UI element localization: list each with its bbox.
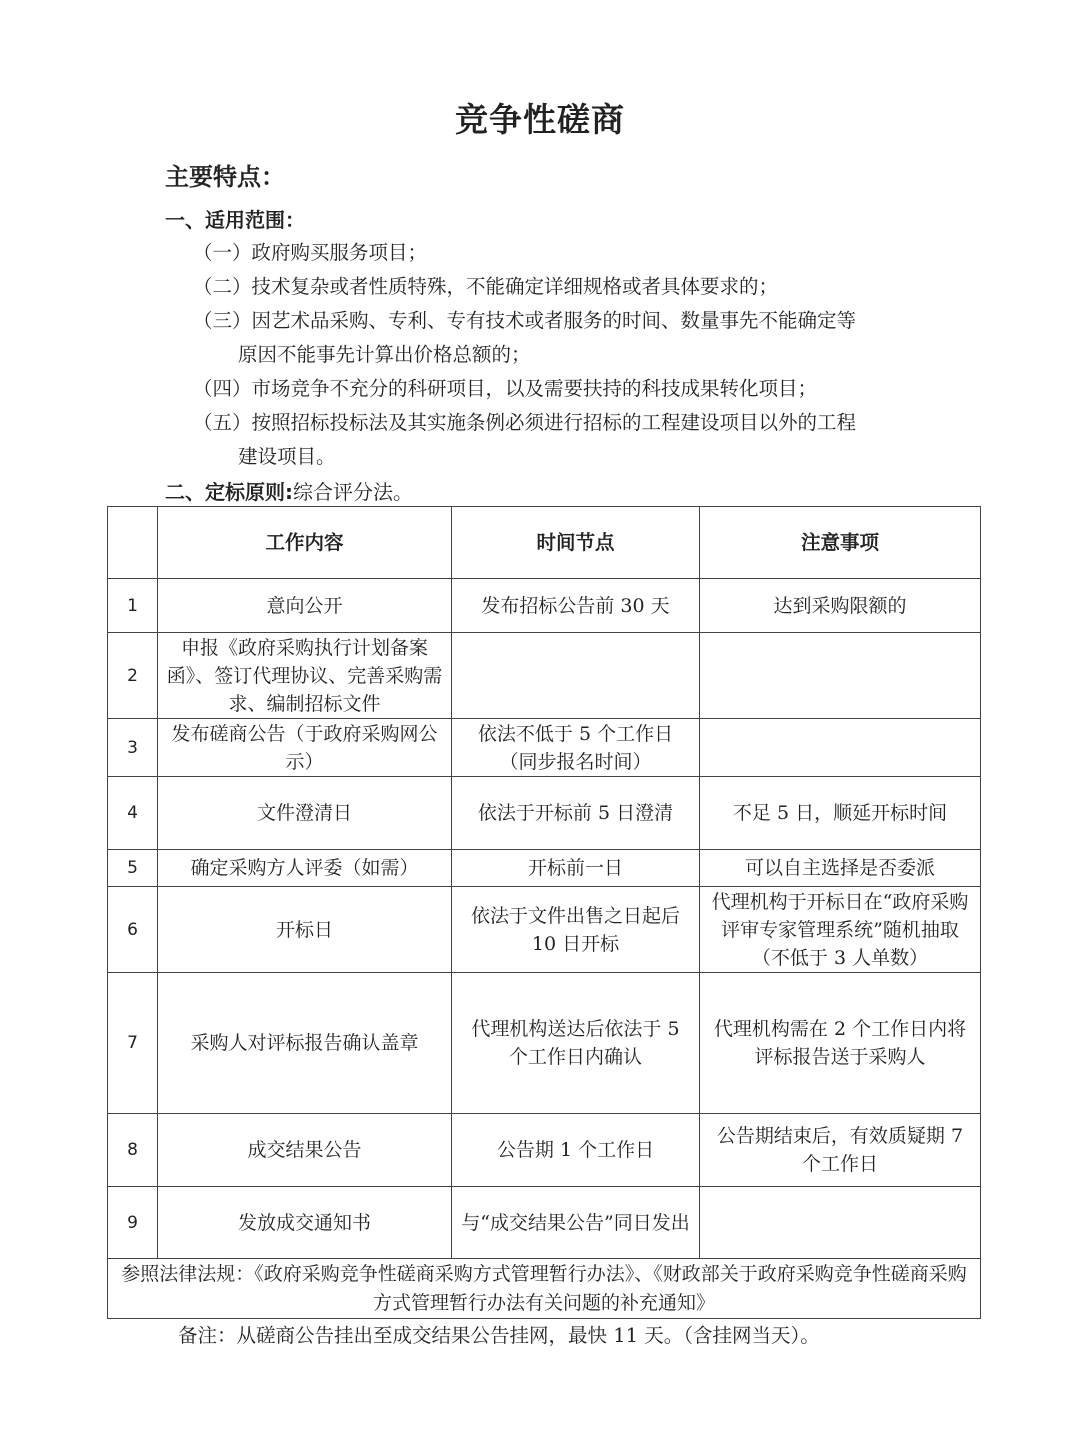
note-cell: 代理机构需在 2 个工作日内将评标报告送于采购人: [700, 973, 981, 1114]
table-row: [108, 850, 981, 887]
scope-list: [193, 236, 933, 474]
header-cell: [108, 507, 158, 579]
row-number: 6: [108, 887, 158, 973]
section1-title: 一、适用范围：: [165, 208, 305, 232]
row-number: 3: [108, 719, 158, 777]
time-cell: 代理机构送达后依法于 5 个工作日内确认: [452, 973, 700, 1114]
reference-cell: 参照法律法规：《政府采购竞争性磋商采购方式管理暂行办法》、《财政部关于政府采购竞争性磋商采购方式管理暂行办法有关问题的补充通知》: [108, 1259, 981, 1319]
header-cell: 工作内容: [158, 507, 452, 579]
row-number: 2: [108, 633, 158, 719]
row-number: 1: [108, 579, 158, 633]
reference-row: [108, 1259, 981, 1319]
row-number: 4: [108, 777, 158, 850]
scope-item-text: （三）因艺术品采购、专利、专有技术或者服务的时间、数量事先不能确定等: [193, 309, 857, 332]
table-row: [108, 1187, 981, 1259]
time-cell: 依法不低于 5 个工作日（同步报名时间）: [452, 719, 700, 777]
header-cell: 时间节点: [452, 507, 700, 579]
table-row: [108, 719, 981, 777]
time-cell: 发布招标公告前 30 天: [452, 579, 700, 633]
table-row: [108, 777, 981, 850]
scope-item-text: （二）技术复杂或者性质特殊，不能确定详细规格或者具体要求的；: [193, 275, 779, 298]
table-header-row: [108, 507, 981, 579]
table-row: [108, 579, 981, 633]
time-cell: 公告期 1 个工作日: [452, 1114, 700, 1187]
note-cell: [700, 633, 981, 719]
table-row: [108, 633, 981, 719]
table-row: [108, 887, 981, 973]
work-cell: 发放成交通知书: [158, 1187, 452, 1259]
page-title: 竞争性磋商: [455, 100, 625, 139]
note-cell: 可以自主选择是否委派: [700, 850, 981, 887]
row-number: 8: [108, 1114, 158, 1187]
header-cell: 注意事项: [700, 507, 981, 579]
work-cell: 确定采购方人评委（如需）: [158, 850, 452, 887]
section2-label: 二、定标原则:: [165, 480, 293, 504]
time-cell: [452, 633, 700, 719]
scope-item: [193, 270, 933, 304]
scope-item: [193, 236, 933, 270]
work-cell: 开标日: [158, 887, 452, 973]
work-cell: 文件澄清日: [158, 777, 452, 850]
note-cell: [700, 719, 981, 777]
time-cell: 依法于文件出售之日起后 10 日开标: [452, 887, 700, 973]
note-cell: 不足 5 日，顺延开标时间: [700, 777, 981, 850]
scope-item-text: （四）市场竞争不充分的科研项目，以及需要扶持的科技成果转化项目；: [193, 377, 818, 400]
note-cell: 公告期结束后，有效质疑期 7 个工作日: [700, 1114, 981, 1187]
section2-value: 综合评分法。: [293, 480, 413, 504]
table-row: [108, 1114, 981, 1187]
scope-item: [193, 406, 933, 474]
work-cell: 申报《政府采购执行计划备案函》、签订代理协议、完善采购需求、编制招标文件: [158, 633, 452, 719]
scope-item-text: （一）政府购买服务项目；: [193, 241, 428, 264]
work-cell: 发布磋商公告（于政府采购网公示）: [158, 719, 452, 777]
footnote: 备注：从磋商公告挂出至成交结果公告挂网，最快 11 天。（含挂网当天）。: [178, 1324, 820, 1347]
table-row: [108, 973, 981, 1114]
scope-item-text: （五）按照招标投标法及其实施条例必须进行招标的工程建设项目以外的工程: [193, 411, 857, 434]
time-cell: 依法于开标前 5 日澄清: [452, 777, 700, 850]
scope-item-continuation: 建设项目。: [238, 445, 336, 468]
scope-item-continuation: 原因不能事先计算出价格总额的；: [238, 343, 531, 366]
work-cell: 意向公开: [158, 579, 452, 633]
main-features-heading: 主要特点：: [165, 163, 285, 191]
section2: [165, 476, 413, 505]
scope-item: [193, 304, 933, 372]
time-cell: 开标前一日: [452, 850, 700, 887]
scope-item: [193, 372, 933, 406]
row-number: 9: [108, 1187, 158, 1259]
row-number: 7: [108, 973, 158, 1114]
work-cell: 采购人对评标报告确认盖章: [158, 973, 452, 1114]
work-cell: 成交结果公告: [158, 1114, 452, 1187]
note-cell: 代理机构于开标日在“政府采购评审专家管理系统”随机抽取（不低于 3 人单数）: [700, 887, 981, 973]
row-number: 5: [108, 850, 158, 887]
process-table: [107, 506, 981, 1319]
note-cell: [700, 1187, 981, 1259]
note-cell: 达到采购限额的: [700, 579, 981, 633]
time-cell: 与“成交结果公告”同日发出: [452, 1187, 700, 1259]
